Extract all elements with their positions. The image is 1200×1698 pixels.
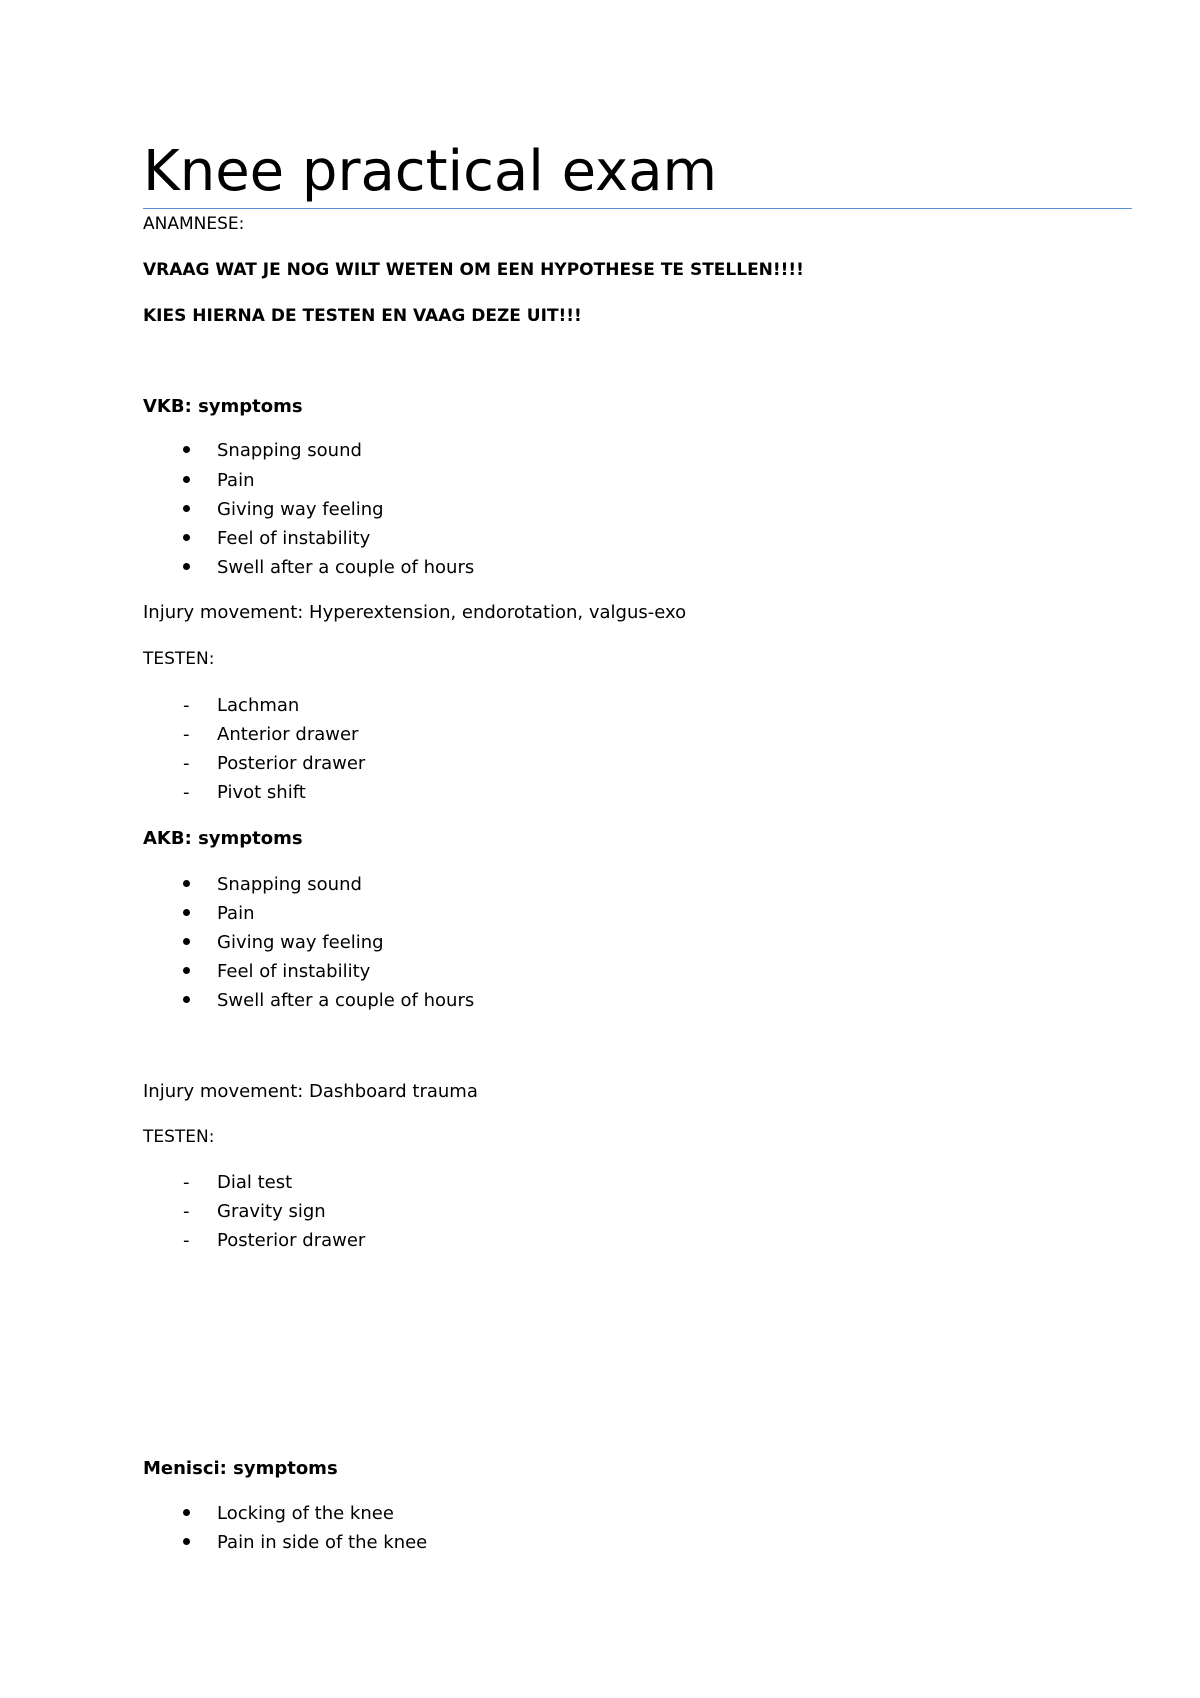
dash-marker: -: [183, 753, 190, 774]
list-item-text: Pain in side of the knee: [217, 1532, 428, 1553]
bullet-icon: [183, 902, 197, 926]
bullet-icon: [183, 960, 197, 984]
list-item-text: Dial test: [217, 1172, 293, 1193]
instruction-line-2: KIES HIERNA DE TESTEN EN VAAG DEZE UIT!!!: [143, 306, 582, 326]
bullet-icon: [183, 556, 197, 580]
list-item-text: Swell after a couple of hours: [217, 557, 475, 578]
bullet-icon: [183, 439, 197, 463]
bullet-icon: [183, 498, 197, 522]
title-underline: [143, 208, 1132, 209]
list-item-text: Gravity sign: [217, 1201, 326, 1222]
bullet-icon: [183, 527, 197, 551]
dash-marker: -: [183, 724, 190, 745]
list-item-text: Giving way feeling: [217, 499, 384, 520]
bullet-icon: [183, 989, 197, 1013]
list-item-text: Anterior drawer: [217, 724, 359, 745]
akb-injury-movement: Injury movement: Dashboard trauma: [143, 1081, 478, 1102]
bullet-icon: [183, 469, 197, 493]
bullet-icon: [183, 1531, 197, 1555]
list-item-text: Snapping sound: [217, 874, 362, 895]
list-item-text: Posterior drawer: [217, 753, 366, 774]
list-item-text: Pain: [217, 470, 255, 491]
bullet-icon: [183, 1502, 197, 1526]
vkb-tests-label: TESTEN:: [143, 649, 215, 669]
dash-marker: -: [183, 1201, 190, 1222]
list-item-text: Locking of the knee: [217, 1503, 394, 1524]
list-item-text: Posterior drawer: [217, 1230, 366, 1251]
list-item-text: Feel of instability: [217, 528, 371, 549]
list-item-text: Lachman: [217, 695, 300, 716]
dash-marker: -: [183, 782, 190, 803]
dash-marker: -: [183, 695, 190, 716]
list-item-text: Snapping sound: [217, 440, 362, 461]
dash-marker: -: [183, 1230, 190, 1251]
vkb-injury-movement: Injury movement: Hyperextension, endorotation, valgus-exo: [143, 602, 687, 623]
list-item-text: Pain: [217, 903, 255, 924]
bullet-icon: [183, 931, 197, 955]
list-item-text: Feel of instability: [217, 961, 371, 982]
akb-tests-label: TESTEN:: [143, 1127, 215, 1147]
page-title: Knee practical exam: [143, 139, 718, 204]
list-item-text: Pivot shift: [217, 782, 306, 803]
akb-heading: AKB: symptoms: [143, 828, 303, 849]
list-item-text: Giving way feeling: [217, 932, 384, 953]
instruction-line-1: VRAAG WAT JE NOG WILT WETEN OM EEN HYPOTHESE TE STELLEN!!!!: [143, 260, 804, 280]
anamnese-label: ANAMNESE:: [143, 214, 245, 234]
list-item-text: Swell after a couple of hours: [217, 990, 475, 1011]
dash-marker: -: [183, 1172, 190, 1193]
menisci-heading: Menisci: symptoms: [143, 1458, 338, 1479]
vkb-heading: VKB: symptoms: [143, 396, 303, 417]
bullet-icon: [183, 873, 197, 897]
